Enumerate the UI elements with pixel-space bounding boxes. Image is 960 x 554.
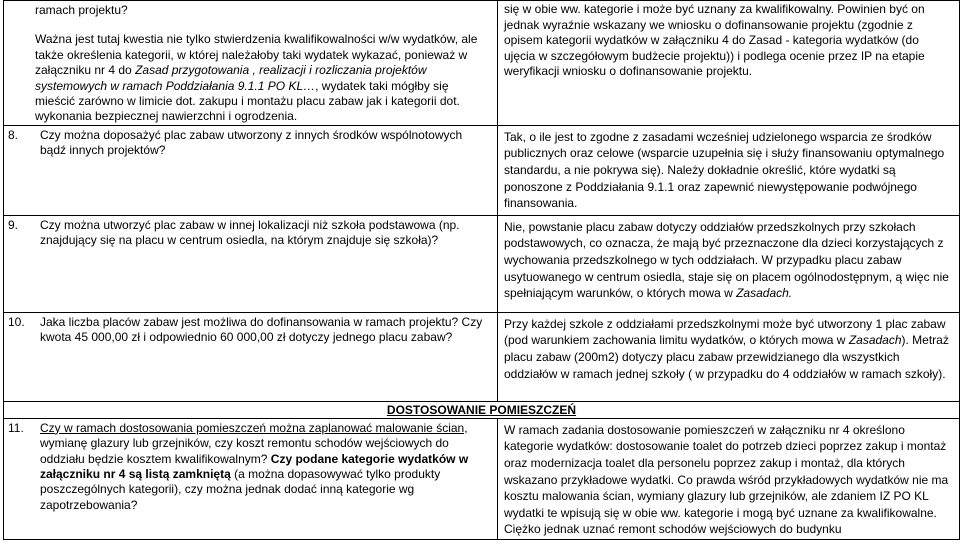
answer-text: Przy każdej szkole z oddziałami przedszkolnymi może być utworzony 1 plac zabaw (pod warunkiem zachowania limitu wydatków, o których mowa w Zasadach). Metraż placu zabaw (200m2) dotyczy placu zabaw przewidzianego dla wszystkich oddziałów w ramach jednej szkoły ( w przypadku do 4 oddziałów w ramach szkoły). <box>504 316 949 381</box>
intro-answer-cell <box>498 1 960 126</box>
answer-text: Nie, powstanie placu zabaw dotyczy oddziałów przedszkolnych przy szkołach podstawowych, co oznacza, że mają być przeznaczone dla dzieci korzystających z wychowania przedszkolnego w tych oddziałach. W przypadku placu zabaw usytuowanego w centrum osiedla, staje się on placem ogólnodostępnym, ą więc nie spełniającym warunków, o których mowa w Zasadach. <box>504 219 949 301</box>
question-text: Jaka liczba placów zabaw jest możliwa do dofinansowania w ramach projektu? Czy kwota 45 000,00 zł i odpowiednio 60 000,00 zł dotyczy jednego placu zabaw? <box>40 314 483 345</box>
faq-table <box>3 0 960 540</box>
intro-question-cell <box>4 1 498 126</box>
table-row <box>4 215 960 312</box>
table-row <box>4 418 960 539</box>
table-row <box>4 312 960 401</box>
answer-cell-9 <box>498 215 960 312</box>
answer-cell-8 <box>498 125 960 215</box>
question-number: 10. <box>8 314 25 329</box>
section-title: DOSTOSOWANIE POMIESZCZEŃ <box>4 401 960 418</box>
question-text: Czy w ramach dostosowania pomieszczeń można zaplanować malowanie ścian, wymianę glazury lub grzejników, czy koszt remontu schodów wejściowych do oddziału będzie kosztem kwalifikowalnym? Czy podane kategorie wydatków w załączniku nr 4 są listą zamkniętą (a można dopasowywać tylko produkty poszczególnych kategorii), czy można jednak dodać inną kategorie wg zapotrzebowania? <box>40 420 469 512</box>
question-cell-10 <box>4 312 498 401</box>
answer-text: W ramach zadania dostosowanie pomieszczeń w załączniku nr 4 określono kategorie wydatków: dostosowanie toalet do potrzeb dzieci poprzez zakup i montaż oraz modernizacja toalet dla personelu poprzez zakup i montaż, dla których wskazano przykładowe wydatki. Co prawda wśród przykładowych wydatków nie ma kosztu malowania ścian, wymiany glazury lub grzejników, ale zdaniem IZ PO KL wydatki te wpisują się w obie ww. kategorie i mogą być uznane za kwalifikowalne. Ciężko jednak uznać remont schodów wejściowych do budynku <box>504 422 949 537</box>
table-row <box>4 125 960 215</box>
question-text: Czy można utworzyć plac zabaw w innej lokalizacji niż szkoła podstawowa (np. znajdujący się na placu w centrum osiedla, na którym znajduje się szkoła)? <box>40 217 460 248</box>
question-number: 9. <box>8 217 19 232</box>
intro-left-top: ramach projektu? <box>35 3 128 17</box>
answer-cell-11 <box>498 418 960 539</box>
question-number: 11. <box>8 420 24 435</box>
table-row <box>4 1 960 126</box>
answer-cell-10 <box>498 312 960 401</box>
intro-answer-text: się w obie ww. kategorie i może być uznany za kwalifikowalny. Powinien być on jednak wyraźnie wskazany we wniosku o dofinansowanie projektu (zgodnie z opisem kategorii wydatków w załączniku 4 do Zasad - kategoria wydatków (do ujęcia w szczegółowym budżecie projektu)) i podlega ocenie przez IP na etapie weryfikacji wniosku o dofinansowanie projektu. <box>504 2 925 79</box>
section-header-row <box>4 401 960 418</box>
question-cell-9 <box>4 215 498 312</box>
question-number: 8. <box>8 127 19 142</box>
question-text: Czy można doposażyć plac zabaw utworzony z innych środków wspólnotowych bądź innych projektów? <box>40 127 463 158</box>
intro-left-paragraph: Ważna jest tutaj kwestia nie tylko stwierdzenia kwalifikowalności w/w wydatków, ale także określenia kategorii, w której należałoby taki wydatek wykazać, ponieważ w załączniku nr 4 do Zasad przygotowania , realizacji i rozliczania projektów systemowych w ramach Poddziałania 9.1.1 PO KL…, wydatek taki mógłby się mieścić zarówno w limicie dot. zakupu i montażu placu zabaw jak i kategorii dot. wykonania bezpiecznej nawierzchni i ogrodzenia. <box>35 32 478 124</box>
answer-text: Tak, o ile jest to zgodne z zasadami wcześniej udzielonego wsparcia ze środków publicznych oraz celowe (wsparcie uzupełnia się i służy finansowaniu optymalnego standardu, a nie pokrywa się). Należy dokładnie określić, które wydatki są ponoszone z Poddziałania 9.1.1 oraz zapewnić niewystępowanie podwójnego finansowania. <box>504 129 945 211</box>
question-cell-11 <box>4 418 498 539</box>
question-cell-8 <box>4 125 498 215</box>
